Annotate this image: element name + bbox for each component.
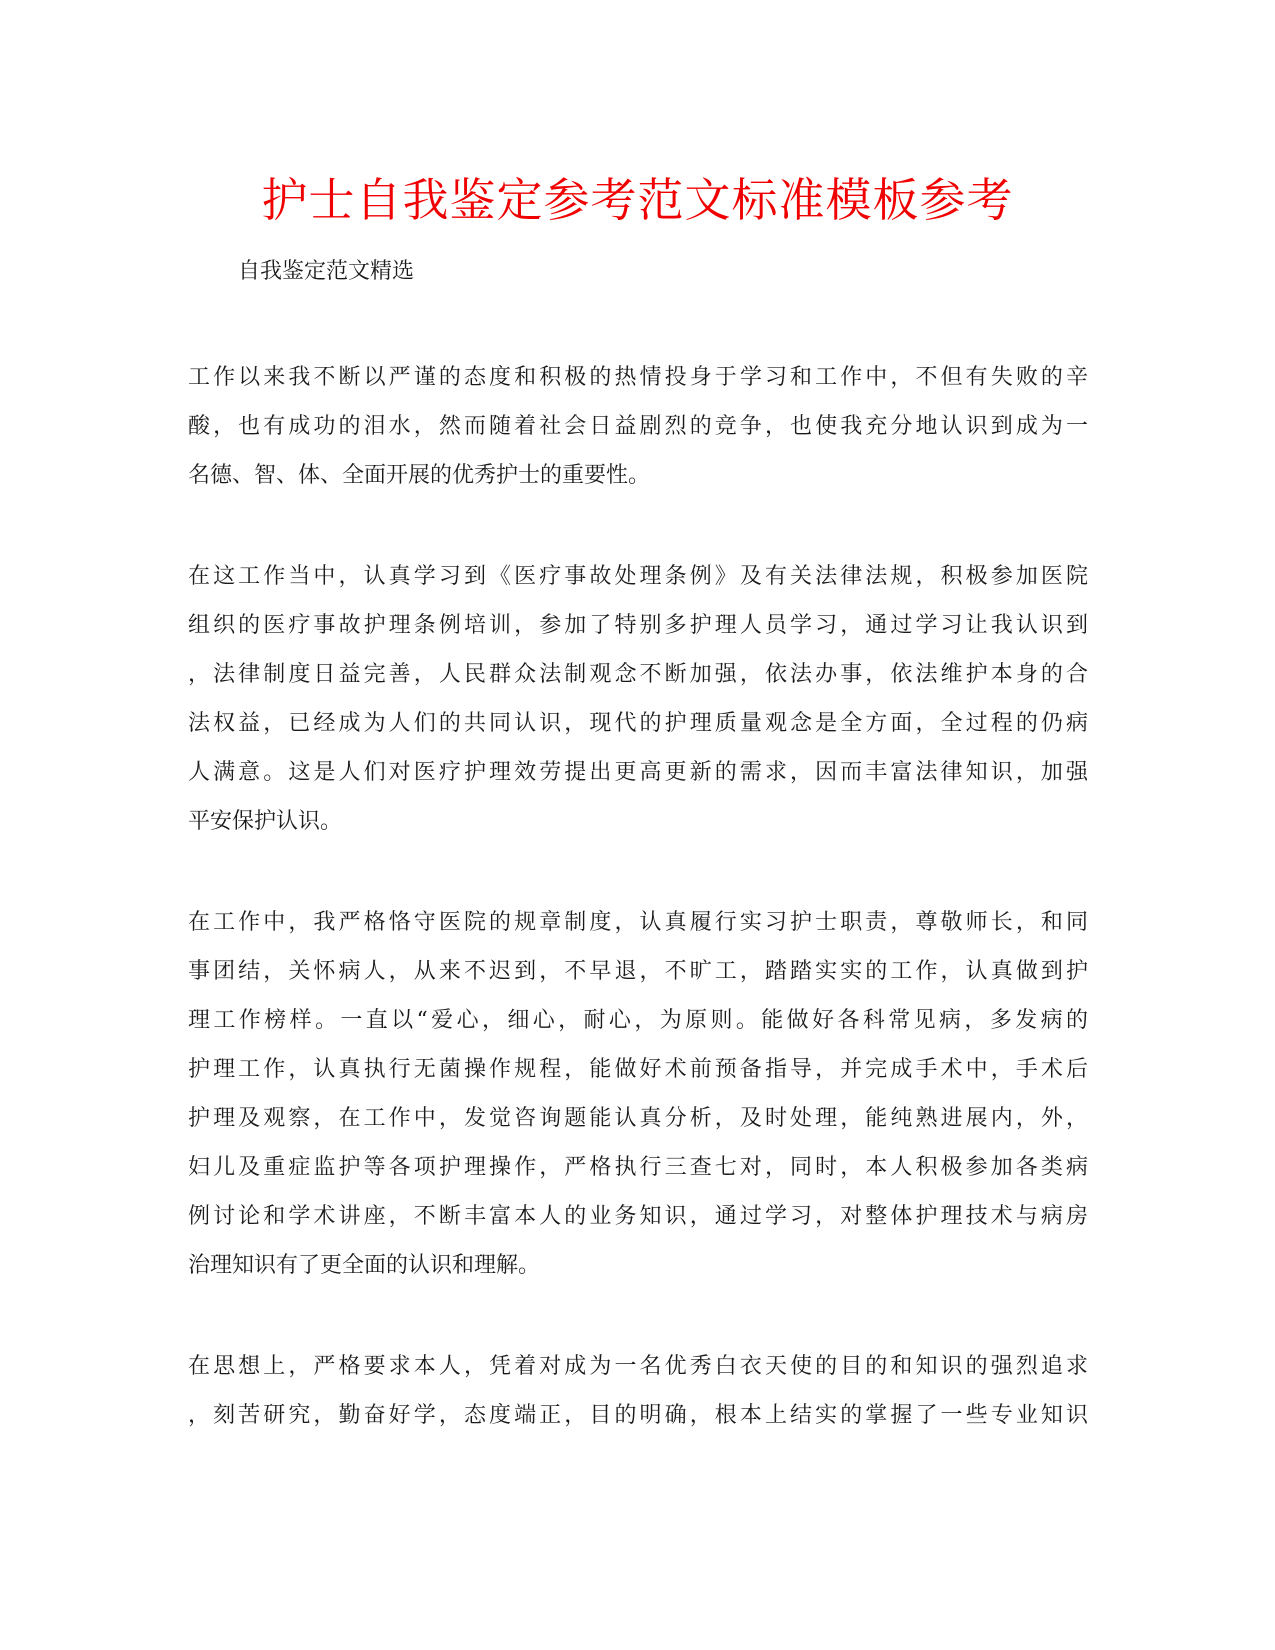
text-line: 在工作中，我严格恪守医院的规章制度，认真履行实习护士职责，尊敬师长，和同 xyxy=(188,910,1088,935)
paragraph-3 xyxy=(188,898,1088,1290)
text-line: 妇儿及重症监护等各项护理操作，严格执行三查七对，同时，本人积极参加各类病 xyxy=(188,1155,1088,1180)
text-line: 人满意。这是人们对医疗护理效劳提出更高更新的需求，因而丰富法律知识，加强 xyxy=(188,760,1088,785)
document-body xyxy=(188,353,1088,1492)
paragraph-1 xyxy=(188,353,1088,500)
text-line: 例讨论和学术讲座，不断丰富本人的业务知识，通过学习，对整体护理技术与病房 xyxy=(188,1204,1088,1229)
text-line: 在这工作当中，认真学习到《医疗事故处理条例》及有关法律法规，积极参加医院 xyxy=(188,564,1088,589)
text-line: 平安保护认识。 xyxy=(188,809,343,834)
document-title: 护士自我鉴定参考范文标准模板参考 xyxy=(261,173,1014,227)
paragraph-4 xyxy=(188,1342,1088,1440)
text-line: 法权益，已经成为人们的共同认识，现代的护理质量观念是全方面，全过程的仍病 xyxy=(188,711,1088,736)
document-subtitle: 自我鉴定范文精选 xyxy=(238,259,415,284)
text-line: 护理及观察，在工作中，发觉咨询题能认真分析，及时处理，能纯熟进展内，外， xyxy=(188,1106,1088,1131)
text-line: 理工作榜样。一直以“爱心，细心，耐心，为原则。能做好各科常见病，多发病的 xyxy=(188,1008,1088,1033)
text-line: 护理工作，认真执行无菌操作规程，能做好术前预备指导，并完成手术中，手术后 xyxy=(188,1057,1088,1082)
text-line: 事团结，关怀病人，从来不迟到，不早退，不旷工，踏踏实实的工作，认真做到护 xyxy=(188,959,1088,984)
paragraph-2 xyxy=(188,552,1088,846)
text-line: 名德、智、体、全面开展的优秀护士的重要性。 xyxy=(188,463,651,488)
text-line: ，法律制度日益完善，人民群众法制观念不断加强，依法办事，依法维护本身的合 xyxy=(188,662,1088,687)
text-line: 组织的医疗事故护理条例培训，参加了特别多护理人员学习，通过学习让我认识到 xyxy=(188,613,1088,638)
text-line: ，刻苦研究，勤奋好学，态度端正，目的明确，根本上结实的掌握了一些专业知识 xyxy=(188,1403,1088,1428)
text-line: 工作以来我不断以严谨的态度和积极的热情投身于学习和工作中，不但有失败的辛 xyxy=(188,365,1088,390)
text-line: 在思想上，严格要求本人，凭着对成为一名优秀白衣天使的目的和知识的强烈追求 xyxy=(188,1354,1088,1379)
text-line: 治理知识有了更全面的认识和理解。 xyxy=(188,1253,541,1278)
text-line: 酸，也有成功的泪水，然而随着社会日益剧烈的竞争，也使我充分地认识到成为一 xyxy=(188,414,1088,439)
